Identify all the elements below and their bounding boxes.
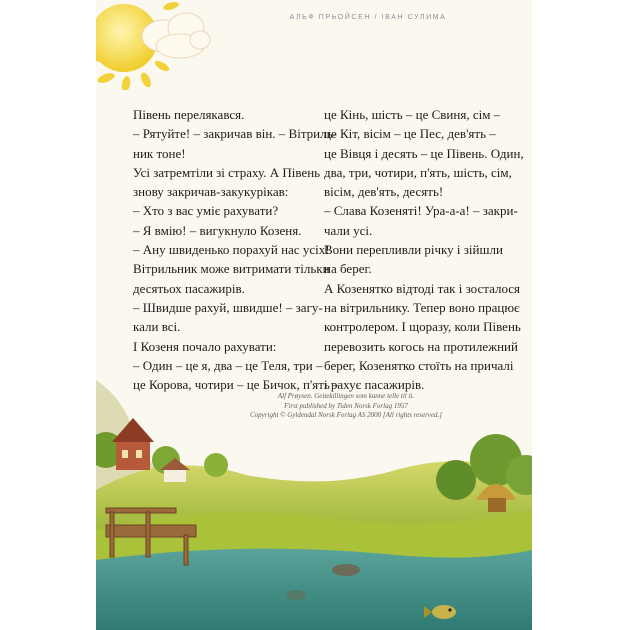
right-line: вісім, дев'ять, десять!	[324, 184, 444, 200]
text-column-left	[133, 105, 340, 394]
right-line: чали усі.	[324, 222, 373, 238]
left-line: десятьох пасажирів.	[133, 280, 245, 296]
right-line: – Слава Козеняті! Ура-а-а! – закри-	[324, 203, 518, 219]
left-line: знову закричав-закукурікав:	[133, 184, 289, 200]
left-line: Півень перелякався.	[133, 107, 245, 122]
left-line: – Я вмію! – вигукнуло Козеня.	[133, 222, 302, 238]
right-line: це Вівця і десять – це Півень. Один,	[324, 145, 524, 161]
running-header: АЛЬФ ПРЬОЙСЕН / ІВАН СУЛИМА	[289, 14, 447, 21]
book-page	[96, 0, 532, 630]
credit-line-2: First published by Tiden Norsk Forlag 1957	[284, 401, 408, 410]
right-line: це Кінь, шість – це Свиня, сім –	[324, 107, 501, 122]
left-line: І Козеня почало рахувати:	[133, 338, 277, 354]
right-line: і рахує пасажирів.	[324, 377, 425, 393]
left-line: кали всі.	[133, 319, 181, 335]
sun-cloud-illustration	[96, 0, 216, 90]
credit-line-1: Alf Prøysen. Geitekillingen som kunne telle til ti.	[277, 392, 415, 400]
left-line: Вітрильник може витримати тільки	[133, 261, 330, 277]
right-line: на берег.	[324, 261, 372, 277]
left-line: – Хто з вас уміє рахувати?	[133, 203, 279, 219]
credit-line-3: Copyright © Gyldendal Norsk Forlag AS 2000 [All rights reserved.]	[250, 411, 442, 419]
left-line: – Ану швиденько порахуй нас усіх!	[133, 242, 330, 258]
right-line: контролером. І щоразу, коли Півень	[324, 319, 521, 335]
right-line: перевозить когось на протилежний	[324, 338, 518, 354]
right-line: Вони перепливли річку і зійшли	[324, 242, 503, 258]
left-line: це Корова, чотири – це Бичок, п'ять –	[133, 377, 340, 393]
left-line: – Один – це я, два – це Теля, три –	[133, 357, 323, 373]
right-line: А Козенятко відтоді так і зосталося	[324, 280, 521, 296]
left-line: – Швидше рахуй, швидше! – загу-	[133, 299, 323, 315]
text-column-right	[324, 105, 524, 394]
river	[96, 549, 532, 630]
right-line: це Кіт, вісім – це Пес, дев'ять –	[324, 126, 496, 142]
left-line: ник тоне!	[133, 145, 186, 161]
right-line: два, три, чотири, п'ять, шість, сім,	[324, 164, 512, 180]
left-line: Усі затремтіли зі страху. А Півень	[133, 164, 321, 180]
right-line: на вітрильнику. Тепер воно працює	[324, 299, 520, 315]
right-line: берег, Козенятко стоїть на причалі	[324, 357, 514, 373]
left-line: – Рятуйте! – закричав він. – Вітриль-	[133, 126, 337, 142]
landscape-illustration	[96, 380, 532, 630]
